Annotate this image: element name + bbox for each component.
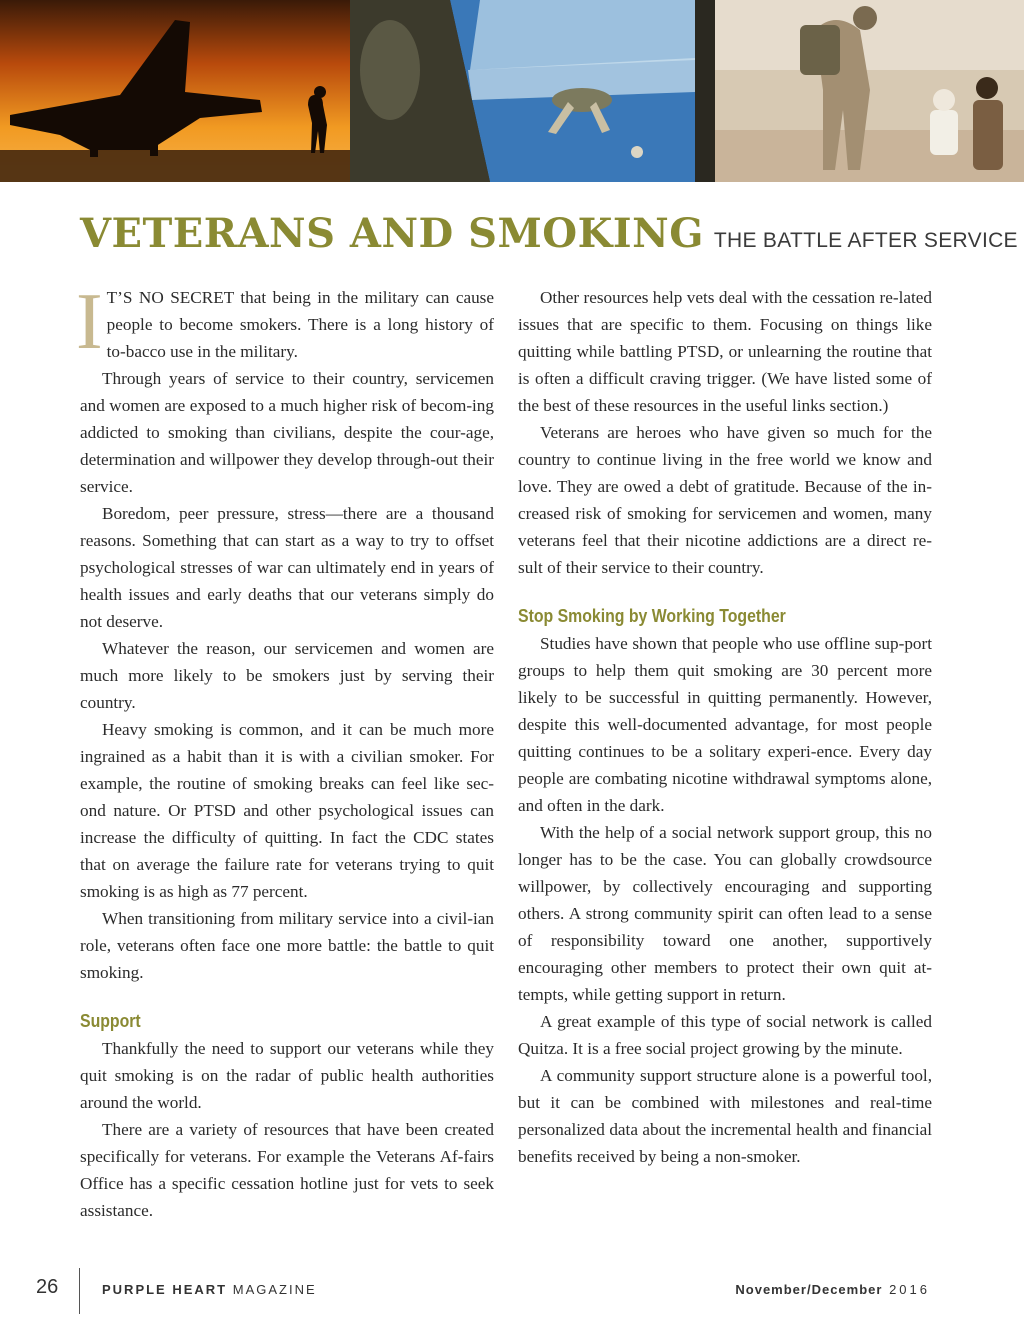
magazine-name-bold: PURPLE HEART [102,1282,228,1297]
lead-text: that being in the military can cause people to become smokers. There is a long history of to-bacco use in the military. [106,288,495,361]
body-paragraph: Heavy smoking is common, and it can be much more ingrained as a habit than it is with a civilian smoker. For example, the routine of smoking breaks can feel like sec-ond nature. Or PTSD and other psychological issues can increase the difficulty of quitting. In fact the CDC states that on average the failure rate for veterans trying to quit smoking is as high as 77 percent. [80,720,494,901]
body-paragraph: Through years of service to their country, servicemen and women are exposed to a much higher risk of becom-ing addicted to smoking than civilians, despite the cour-age, determination and willpower they develop through-out their service. [80,369,494,496]
drop-cap: I [76,278,103,366]
headline-title: VETERANS AND SMOKING [80,210,704,257]
lead-paragraph [76,278,495,366]
section-heading-working-together: Stop Smoking by Working Together [518,606,786,626]
body-paragraph: Veterans are heroes who have given so much for the country to continue living in the free world we know and love. They are owed a debt of gratitude. Because of the in-creased risk of smoking for servicemen and women, many veterans feel that their nicotine addictions are a direct re-sult of their service to their country. [518,423,932,577]
issue-year: 2016 [882,1282,930,1297]
body-paragraph: When transitioning from military service into a civil-ian role, veterans often face one more battle: the battle to quit smoking. [80,909,494,982]
issue-months: November/December [735,1282,883,1297]
body-paragraph: A great example of this type of social network is called Quitza. It is a free social project growing by the minute. [518,1012,932,1058]
page-footer [0,1268,1024,1318]
header-photo-strip [0,0,1024,182]
article-column-right [518,284,932,1170]
footer-divider [79,1268,80,1314]
paratroopers-jump-photo [350,0,715,182]
article-headline [80,210,1018,257]
body-paragraph: Whatever the reason, our servicemen and women are much more likely to be smokers just by serving their country. [80,639,494,712]
fighter-jet-sunset-photo [0,0,350,182]
body-paragraph: Boredom, peer pressure, stress—there are a thousand reasons. Something that can start as a way to try to offset psychological stresses of war can ultimately end in years of health issues and early deaths that our veterans simply do not deserve. [80,504,494,631]
body-paragraph: Studies have shown that people who use offline sup-port groups to help them quit smoking are 30 percent more likely to be successful in quitting permanently. However, despite this well-documented advantage, for most people quitting continues to be a solitary experi-ence. Every day people are combating nicotine withdrawal symptoms alone, and often in the dark. [518,634,932,815]
body-paragraph: Other resources help vets deal with the cessation re-lated issues that are specific to them. Focusing on things like quitting while battling PTSD, or unlearning the routine that is often a difficult craving trigger. (We have listed some of the best of these resources in the useful links section.) [518,288,932,415]
section-heading-support: Support [80,1011,141,1031]
issue-date [735,1282,930,1297]
soldier-children-photo [715,0,1024,182]
page-number: 26 [36,1276,59,1298]
headline-subtitle: THE BATTLE AFTER SERVICE [713,229,1018,252]
article-column-left [76,278,495,1224]
magazine-name [102,1282,317,1297]
lead-caps: T’S NO SECRET [106,288,234,307]
body-paragraph: Thankfully the need to support our veterans while they quit smoking is on the radar of public health authorities around the world. [80,1039,494,1112]
body-paragraph: With the help of a social network support group, this no longer has to be the case. You can globally crowdsource willpower, by collectively encouraging and supporting others. A strong community spirit can often lead to a sense of responsibility toward one another, supportively encouraging other members to protect their own quit at-tempts, while getting support in return. [518,823,932,1004]
magazine-name-rest: MAGAZINE [227,1282,317,1297]
body-paragraph: There are a variety of resources that have been created specifically for veterans. For example the Veterans Af-fairs Office has a specific cessation hotline just for vets to seek assistance. [80,1120,494,1220]
body-paragraph: A community support structure alone is a powerful tool, but it can be combined with milestones and real-time personalized data about the incremental health and financial benefits received by being a non-smoker. [518,1066,932,1166]
